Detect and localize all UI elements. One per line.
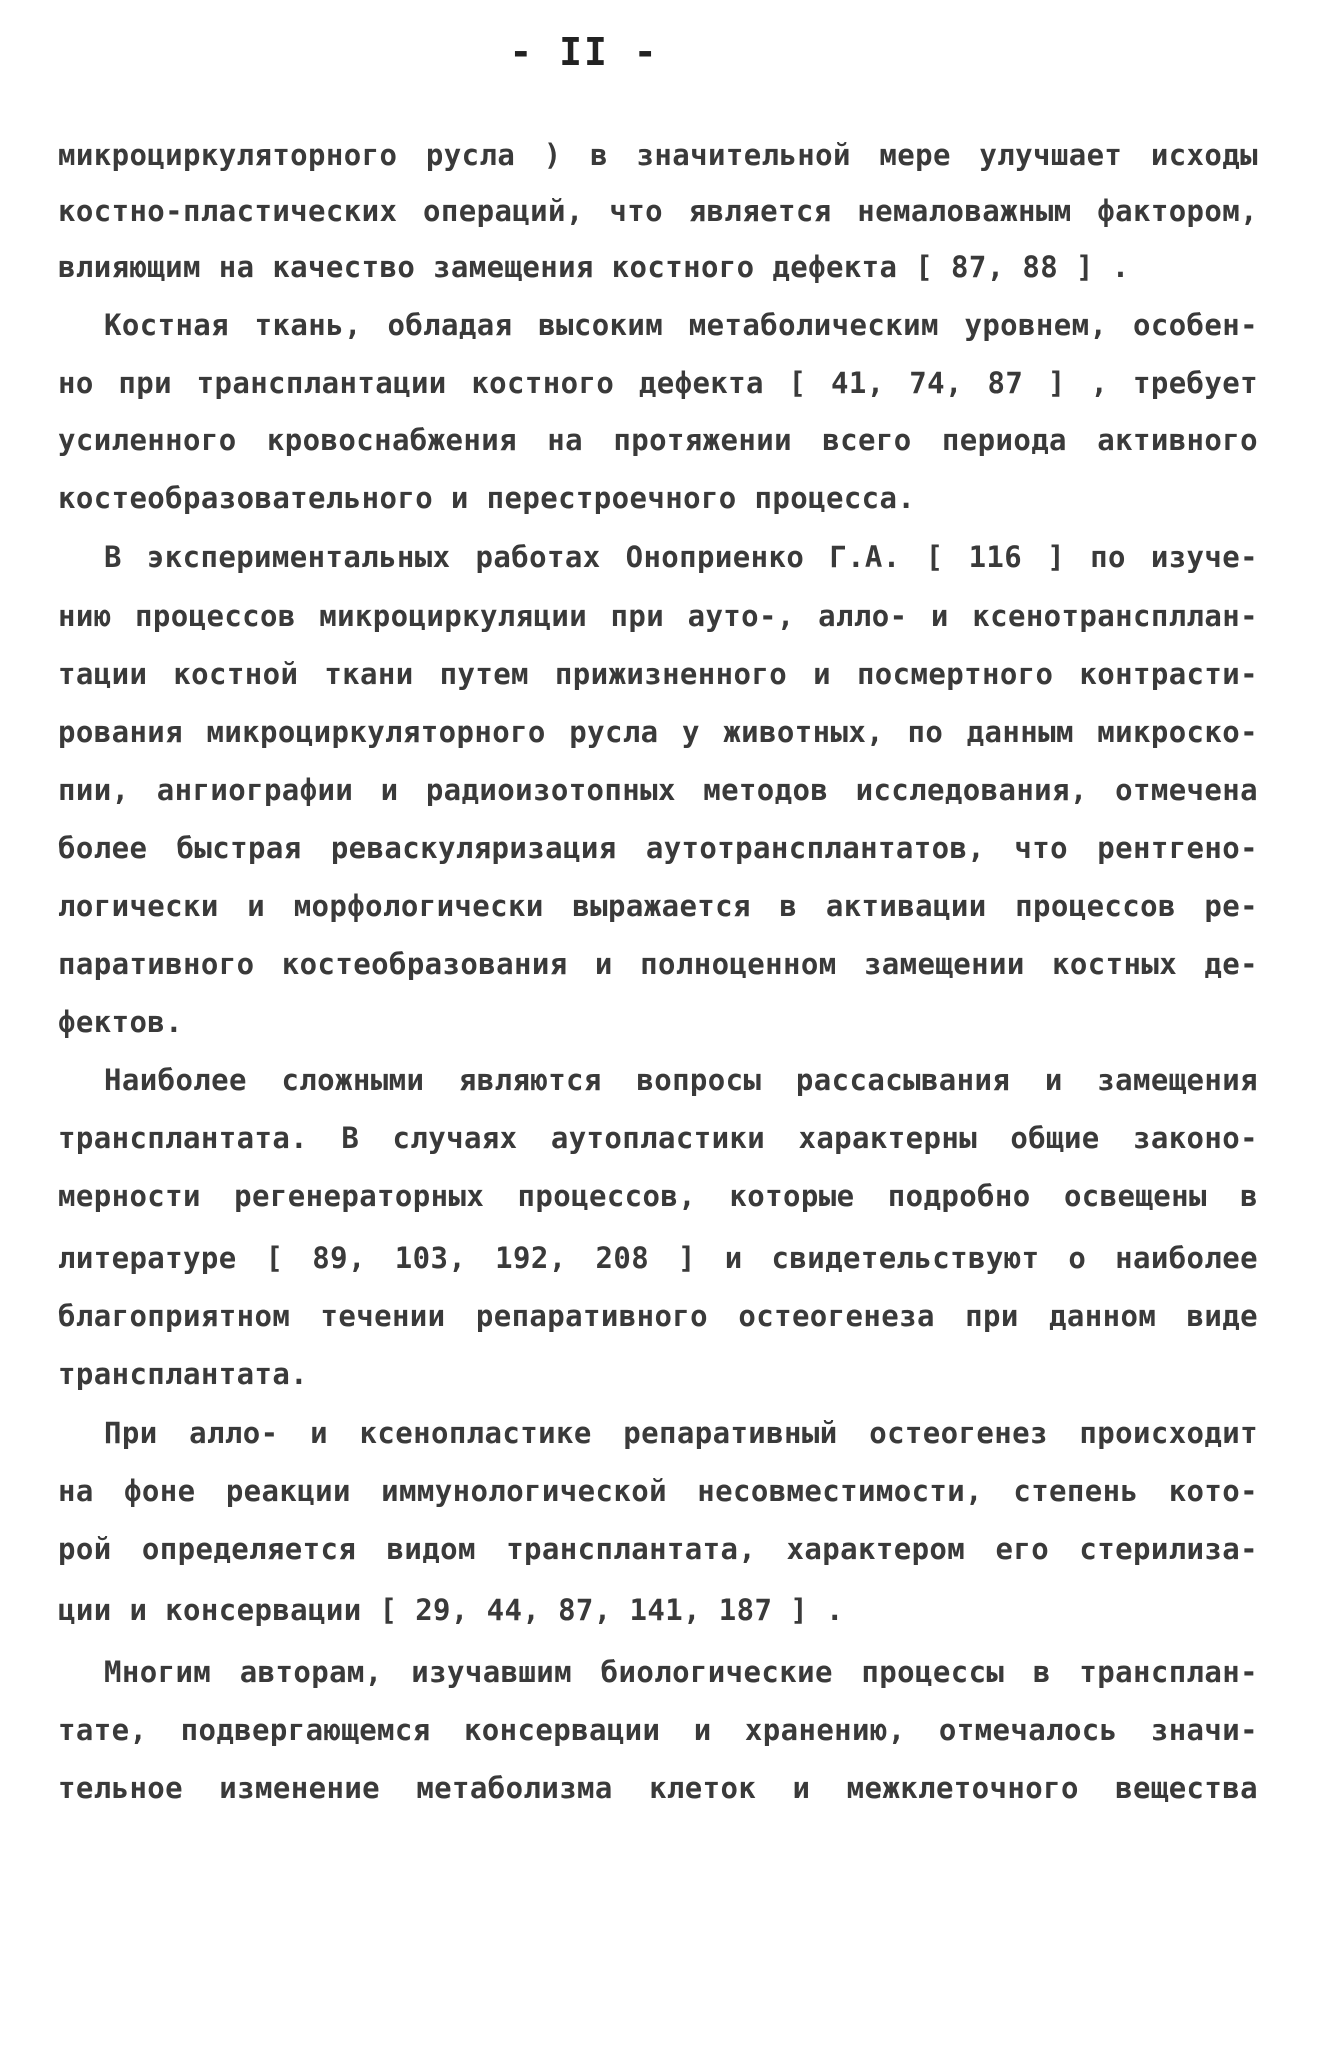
text-line-12: пии, ангиографии и радиоизотопных методов исследования, отмечена	[58, 773, 1258, 807]
text-line-2: костно-пластических операций, что является немаловажным фактором,	[58, 194, 1258, 228]
text-line-7: костеобразовательного и перестроечного процесса.	[58, 481, 916, 515]
text-line-18: трансплантата. В случаях аутопластики характерны общие законо-	[58, 1121, 1258, 1155]
text-line-20: литературе [ 89, 103, 192, 208 ] и свидетельствуют о наиболее	[58, 1241, 1258, 1275]
text-line-23: При алло- и ксенопластике репаративный остеогенез происходит	[104, 1416, 1258, 1450]
text-line-8: В экспериментальных работах Оноприенко Г.А. [ 116 ] по изуче-	[104, 540, 1258, 574]
text-line-13: более быстрая реваскуляризация аутотрансплантатов, что рентгено-	[58, 831, 1258, 865]
text-line-10: тации костной ткани путем прижизненного и посмертного контрасти-	[58, 657, 1258, 691]
text-line-26: ции и консервации [ 29, 44, 87, 141, 187 ] .	[58, 1593, 844, 1627]
text-line-28: тате, подвергающемся консервации и хранению, отмечалось значи-	[58, 1713, 1258, 1747]
text-line-14: логически и морфологически выражается в активации процессов ре-	[58, 889, 1258, 923]
page-number: - II -	[509, 30, 659, 74]
text-line-16: фектов.	[58, 1005, 184, 1039]
text-line-9: нию процессов микроциркуляции при ауто-, алло- и ксенотранспллан-	[58, 599, 1258, 633]
text-line-25: рой определяется видом трансплантата, характером его стерилиза-	[58, 1532, 1258, 1566]
text-line-15: паративного костеобразования и полноценном замещении костных де-	[58, 947, 1258, 981]
text-line-1: микроциркуляторного русла ) в значительной мере улучшает исходы	[58, 138, 1258, 172]
text-line-21: благоприятном течении репаративного остеогенеза при данном виде	[58, 1299, 1258, 1333]
text-line-17: Наиболее сложными являются вопросы рассасывания и замещения	[104, 1063, 1258, 1097]
text-line-24: на фоне реакции иммунологической несовместимости, степень кото-	[58, 1474, 1258, 1508]
text-line-3: влияющим на качество замещения костного дефекта [ 87, 88 ] .	[58, 250, 1130, 284]
text-line-11: рования микроциркуляторного русла у животных, по данным микроско-	[58, 715, 1258, 749]
text-line-5: но при трансплантации костного дефекта [ 41, 74, 87 ] , требует	[58, 366, 1258, 400]
text-line-6: усиленного кровоснабжения на протяжении всего периода активного	[58, 423, 1258, 457]
text-line-22: трансплантата.	[58, 1357, 309, 1391]
text-line-4: Костная ткань, обладая высоким метаболическим уровнем, особен-	[104, 308, 1258, 342]
text-line-19: мерности регенераторных процессов, которые подробно освещены в	[58, 1179, 1258, 1213]
text-line-29: тельное изменение метаболизма клеток и межклеточного вещества	[58, 1771, 1258, 1805]
text-line-27: Многим авторам, изучавшим биологические процессы в трансплан-	[104, 1655, 1258, 1689]
